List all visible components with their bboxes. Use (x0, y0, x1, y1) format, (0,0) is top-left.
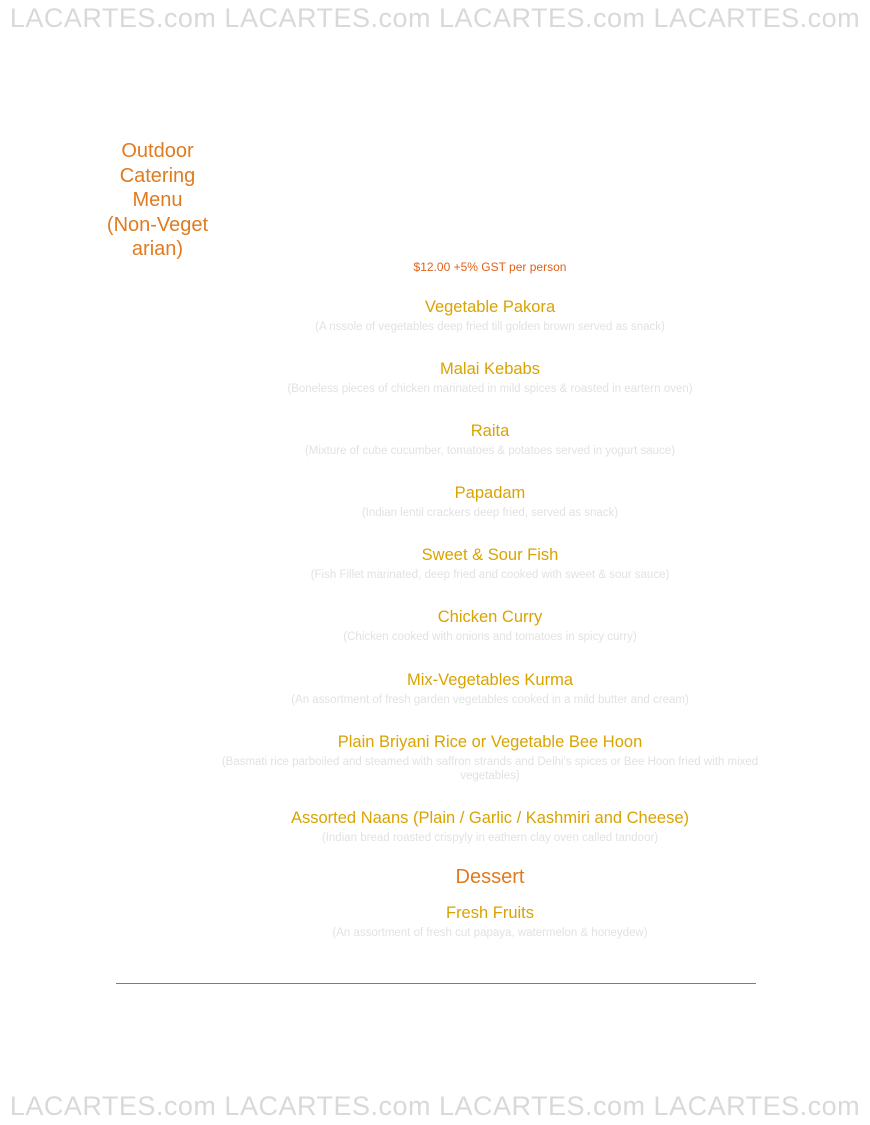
footer-divider (116, 983, 756, 984)
menu-title-line: arian) (131, 238, 184, 260)
menu-item-name: Fresh Fruits (445, 904, 534, 922)
menu-item (210, 544, 770, 582)
price-per-person: $12.00 +5% GST per person (413, 260, 567, 274)
menu-item (210, 296, 770, 334)
menu-item-description: (Basmati rice parboiled and steamed with saffron strands and Delhi's spices or Bee Hoon fried with mixed vegetables) (221, 756, 759, 782)
menu-item-name: Mix-Vegetables Kurma (407, 671, 573, 689)
menu-item-name: Chicken Curry (437, 608, 543, 626)
menu-item-description: (Mixture of cube cucumber, tomatoes & potatoes served in yogurt sauce) (304, 445, 676, 457)
menu-item-name: Raita (470, 422, 510, 440)
menu-item-name: Papadam (454, 484, 526, 502)
menu-item-description: (Chicken cooked with onions and tomatoes in spicy curry) (343, 631, 637, 643)
menu-title-line: (Non-Veget (106, 213, 209, 236)
menu-item (210, 731, 770, 783)
menu-title-line: Outdoor (121, 140, 194, 162)
menu-item-name: Vegetable Pakora (424, 298, 556, 316)
menu-item (210, 420, 770, 458)
menu-item-description: (Fish Fillet marinated, deep fried and cooked with sweet & sour sauce) (310, 569, 670, 581)
menu-item-name: Sweet & Sour Fish (421, 546, 559, 564)
watermark-top: LACARTES.com LACARTES.com LACARTES.com LACARTES.com (9, 3, 861, 33)
menu-item (210, 902, 770, 940)
menu-item-description: (A rissole of vegetables deep fried till golden brown served as snack) (315, 321, 665, 333)
dessert-heading: Dessert (455, 866, 525, 888)
menu-item-description: (An assortment of fresh garden vegetables cooked in a mild butter and cream) (291, 694, 689, 706)
menu-title-line: Catering (119, 164, 196, 187)
menu-item-name: Assorted Naans (Plain / Garlic / Kashmiri and Cheese) (291, 809, 689, 827)
menu-item-name: Plain Briyani Rice or Vegetable Bee Hoon (337, 733, 643, 751)
menu-title (95, 139, 220, 262)
watermark-bottom: LACARTES.com LACARTES.com LACARTES.com LACARTES.com (9, 1091, 861, 1121)
menu-title-line: Menu (132, 189, 183, 211)
menu-item-name: Malai Kebabs (440, 360, 540, 378)
menu-item (210, 482, 770, 520)
menu-item (210, 669, 770, 707)
menu-item (210, 807, 770, 845)
menu-item (210, 606, 770, 644)
menu-item-description: (Indian bread roasted crispyly in eathern clay oven called tandoor) (321, 832, 659, 844)
menu-item-description: (Boneless pieces of chicken marinated in mild spices & roasted in eartern oven) (287, 383, 693, 395)
menu-item-description: (Indian lentil crackers deep fried, served as snack) (361, 507, 619, 519)
menu-item (210, 358, 770, 396)
menu-item-description: (An assortment of fresh cut papaya, watermelon & honeydew) (332, 927, 648, 939)
